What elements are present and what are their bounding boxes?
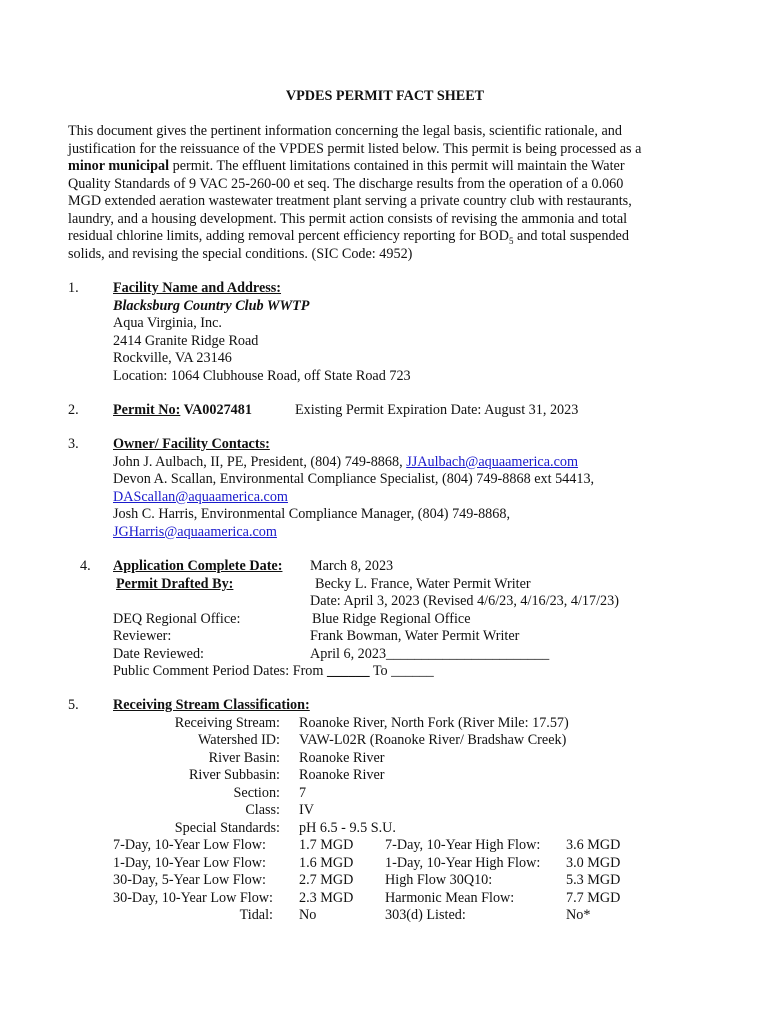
intro-line-5: MGD extended aeration wastewater treatment plant serving a private country club with restaurants, [68,193,632,209]
intro-line-3-rest: permit. The effluent limitations contained in this permit will maintain the Water [169,158,625,174]
facility-name: Blacksburg Country Club WWTP [113,297,310,314]
contact-1-email-link[interactable]: JJAulbach@aquaamerica.com [406,453,579,470]
section-4-number: 4. [80,558,91,574]
application-date-value: March 8, 2023 [310,558,394,574]
stream-label: Receiving Stream: [174,714,280,731]
high-flow-7q10-value: 3.6 MGD [566,837,621,853]
bod-subscript: 5 [508,235,514,246]
section-label: Section: [233,784,280,801]
section-1-number: 1. [68,280,79,296]
special-standards-label: Special Standards: [174,819,280,836]
date-reviewed-label: Date Reviewed: [113,645,204,662]
303d-label: 303(d) Listed: [385,907,466,923]
section-3-number: 3. [68,436,79,452]
intro-line-4: Quality Standards of 9 VAC 25-260-00 et seq. The discharge results from the operation of a 0.060 [68,175,624,192]
section-2-number: 2. [68,402,79,418]
intro-line-8: solids, and revising the special conditions. (SIC Code: 4952) [68,245,413,262]
contact-2-text: Devon A. Scallan, Environmental Compliance Specialist, (804) 749-8868 ext 54413, [113,471,595,487]
address-line-1: Aqua Virginia, Inc. [113,315,222,331]
drafted-by-label: Permit Drafted By: [116,575,234,592]
public-comment-line [113,663,434,681]
low-flow-7q10-value: 1.7 MGD [299,837,354,853]
low-flow-30q10-label: 30-Day, 10-Year Low Flow: [113,889,273,906]
public-comment-text: Public Comment Period Dates: From [113,663,327,679]
harmonic-mean-label: Harmonic Mean Flow: [385,889,515,906]
permit-no-label: Permit No: [113,402,181,418]
section-value: 7 [299,784,307,801]
drafted-date: Date: April 3, 2023 (Revised 4/6/23, 4/16/23, 4/17/23) [310,593,619,609]
class-label: Class: [245,802,280,818]
facility-heading: Facility Name and Address: [113,280,282,296]
reviewer-value: Frank Bowman, Water Permit Writer [310,628,520,644]
river-basin-value: Roanoke River [299,749,385,766]
address-line-4: Location: 1064 Clubhouse Road, off State Road 723 [113,367,411,384]
watershed-label: Watershed ID: [198,732,280,748]
stream-classification-heading: Receiving Stream Classification: [113,697,310,713]
intro-line-7b: and total suspended [513,228,629,244]
date-reviewed-value: April 6, 2023_______________________ [310,645,550,662]
contact-3-email-link[interactable]: JGHarris@aquaamerica.com [113,523,277,540]
stream-value: Roanoke River, North Fork (River Mile: 17.57) [299,714,569,731]
contacts-heading: Owner/ Facility Contacts: [113,436,270,452]
intro-line-1: This document gives the pertinent information concerning the legal basis, scientific rationale, and [68,123,622,139]
high-flow-1q10-value: 3.0 MGD [566,854,621,871]
address-line-3: Rockville, VA 23146 [113,350,232,366]
harmonic-mean-value: 7.7 MGD [566,889,621,906]
watershed-value: VAW-L02R (Roanoke River/ Bradshaw Creek) [299,732,567,748]
class-value: IV [299,802,314,818]
expiration-date: Existing Permit Expiration Date: August 31, 2023 [295,402,579,418]
permit-number-line [113,402,252,420]
low-flow-1q10-value: 1.6 MGD [299,854,354,871]
page-title: VPDES PERMIT FACT SHEET [285,88,485,104]
river-basin-label: River Basin: [208,749,280,766]
contact-2-email-link[interactable]: DAScallan@aquaamerica.com [113,488,288,505]
application-date-label: Application Complete Date: [113,558,283,574]
drafted-by-value: Becky L. France, Water Permit Writer [315,575,531,592]
high-flow-30q10-value: 5.3 MGD [566,872,621,888]
minor-municipal-text: minor municipal [68,158,170,174]
regional-office-value: Blue Ridge Regional Office [312,610,471,627]
address-line-2: 2414 Granite Ridge Road [113,332,259,349]
high-flow-7q10-label: 7-Day, 10-Year High Flow: [385,837,541,853]
river-subbasin-label-text: River Subbasin: [188,767,280,783]
high-flow-30q10-label: High Flow 30Q10: [385,872,493,888]
public-comment-to: To ______ [369,663,434,679]
high-flow-1q10-label: 1-Day, 10-Year High Flow: [385,854,541,871]
contact-1-text: John J. Aulbach, II, PE, President, (804) 749-8868, [113,453,407,470]
intro-line-2: justification for the reissuance of the VPDES permit listed below. This permit is being processed as a [68,140,642,157]
low-flow-30q5-label: 30-Day, 5-Year Low Flow: [113,872,266,888]
low-flow-7q10-label: 7-Day, 10-Year Low Flow: [113,837,266,853]
permit-number: VA0027481 [180,402,252,418]
tidal-label: Tidal: [239,907,273,923]
public-comment-from-blank: ______ [326,663,370,679]
intro-line-6: laundry, and a housing development. This permit action consists of revising the ammonia and total [68,210,628,227]
reviewer-label: Reviewer: [113,628,172,644]
low-flow-30q10-value: 2.3 MGD [299,889,354,906]
special-standards-value: pH 6.5 - 9.5 S.U. [299,819,396,836]
river-subbasin-value: Roanoke River [299,767,385,783]
contact-3-text: Josh C. Harris, Environmental Compliance Manager, (804) 749-8868, [113,506,510,522]
contact-1 [113,454,578,472]
intro-line-7a: residual chlorine limits, adding removal percent efficiency reporting for BOD [68,228,509,244]
section-5-number: 5. [68,697,79,713]
303d-value: No* [566,907,591,923]
low-flow-1q10-label: 1-Day, 10-Year Low Flow: [113,854,266,871]
regional-office-label: DEQ Regional Office: [113,610,241,627]
tidal-value: No [299,907,317,923]
intro-line-3 [68,158,625,176]
low-flow-30q5-value: 2.7 MGD [299,872,354,888]
